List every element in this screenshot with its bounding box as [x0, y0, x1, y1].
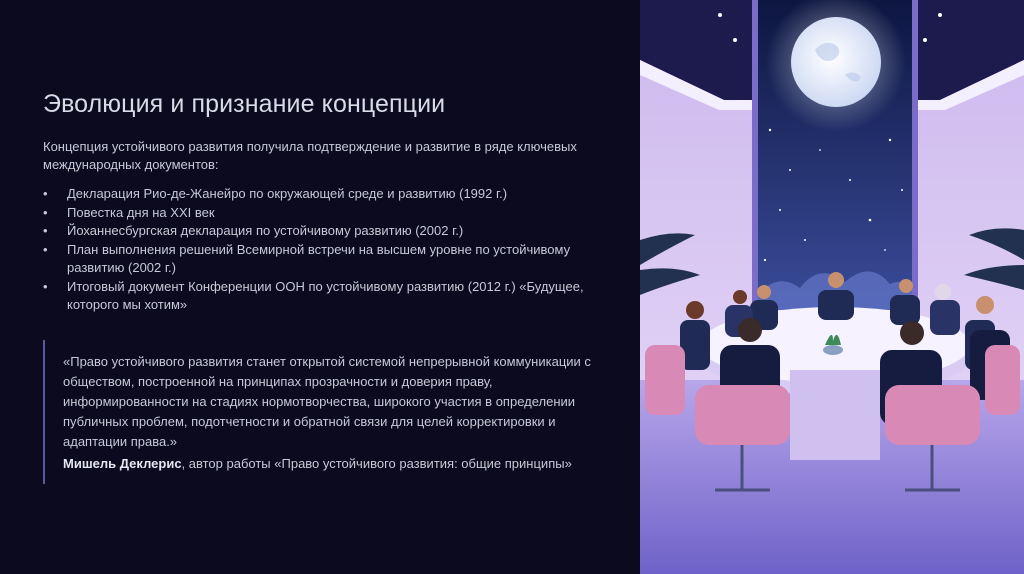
bullet-icon: • [43, 223, 48, 238]
list-item-text: Декларация Рио-де-Жанейро по окружающей среде и развитию (1992 г.) [67, 186, 508, 201]
list-item [43, 222, 603, 241]
document-list [43, 185, 603, 315]
list-item-text: Повестка дня на XXI век [67, 204, 215, 220]
author-description: , автор работы «Право устойчивого развития: общие принципы» [181, 456, 572, 471]
slide-title: Эволюция и признание концепции [43, 90, 446, 118]
bullet-icon: • [43, 241, 48, 257]
intro-paragraph: Концепция устойчивого развития получила подтверждение и развитие в ряде ключевых международных документов: [43, 139, 577, 172]
list-item-text: Йоханнесбургская декларация по устойчивому развитию (2002 г.) [67, 223, 464, 238]
quote-text: «Право устойчивого развития станет открытой системой непрерывной коммуникации с обществом, построенной на принципах прозрачности и доверия праву, информированности на стадиях нормотворчества, широкого участия в определении публичных проблем, подотчетности и обратной связи для целей корректировки и адаптации права.» [63, 354, 591, 449]
list-item [43, 241, 603, 278]
list-item-text: Итоговый документ Конференции ООН по устойчивому развитию (2012 г.) «Будущее, которого мы хотим» [67, 278, 584, 312]
bullet-icon: • [43, 204, 48, 220]
author-name: Мишель Деклерис [63, 456, 182, 471]
bullet-icon: • [43, 278, 48, 294]
quote-author [63, 456, 572, 471]
quote-block [43, 340, 605, 484]
list-item [43, 278, 603, 315]
illustration-svg [640, 0, 1024, 574]
boardroom-meeting-illustration [640, 0, 1024, 574]
list-item-text: План выполнения решений Всемирной встречи на высшем уровне по устойчивому развитию (2002 г.) [67, 241, 571, 275]
bullet-icon: • [43, 186, 48, 201]
list-item [43, 204, 603, 223]
list-item [43, 185, 603, 204]
